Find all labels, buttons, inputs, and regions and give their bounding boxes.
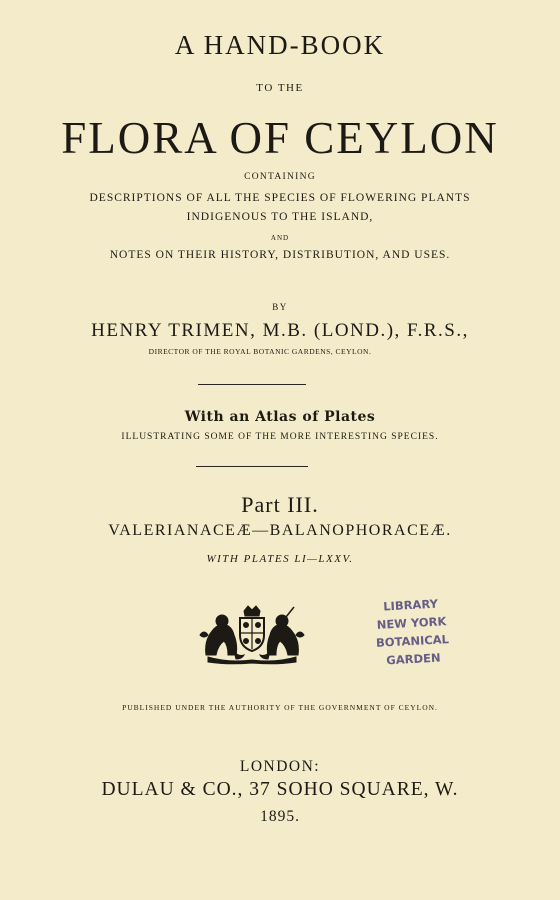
divider-rule-bottom [196,466,308,467]
stamp-line-library: LIBRARY [382,596,439,614]
stamp-line-botanical: BOTANICAL [375,632,450,650]
divider-rule-top [198,384,306,385]
royal-coat-of-arms-icon [198,605,306,665]
author-name: HENRY TRIMEN, M.B. (LOND.), F.R.S., [91,320,469,341]
and-label: AND [270,234,290,242]
part-label: Part III. [241,492,319,517]
main-title: FLORA OF CEYLON [61,113,499,163]
publication-city: LONDON: [239,758,321,775]
atlas-subtitle: ILLUSTRATING SOME OF THE MORE INTERESTING SPECIES. [121,432,439,442]
publication-year: 1895. [260,808,300,825]
description-line-2: INDIGENOUS TO THE ISLAND, [186,211,374,223]
atlas-heading: With an Atlas of Plates [184,409,376,425]
plates-label: WITH PLATES LI—LXXV. [206,553,354,565]
stamp-line-garden: GARDEN [385,650,441,668]
published-notice: PUBLISHED UNDER THE AUTHORITY OF THE GOVERNMENT OF CEYLON. [122,703,438,712]
by-label: BY [272,302,288,312]
library-stamp [360,593,464,670]
title-line-to-the: TO THE [256,82,304,94]
author-role: DIRECTOR OF THE ROYAL BOTANIC GARDENS, CEYLON. [148,347,372,356]
stamp-line-new-york: NEW YORK [376,614,447,632]
notes-line: NOTES ON THEIR HISTORY, DISTRIBUTION, AND USES. [109,249,451,261]
families-label: VALERIANACEÆ—BALANOPHORACEÆ. [108,522,452,539]
title-line-handbook: A HAND-BOOK [174,30,386,60]
publisher-line: DULAU & CO., 37 SOHO SQUARE, W. [101,779,459,800]
description-line-1: DESCRIPTIONS OF ALL THE SPECIES OF FLOWERING PLANTS [89,192,471,204]
containing-label: CONTAINING [244,172,316,182]
